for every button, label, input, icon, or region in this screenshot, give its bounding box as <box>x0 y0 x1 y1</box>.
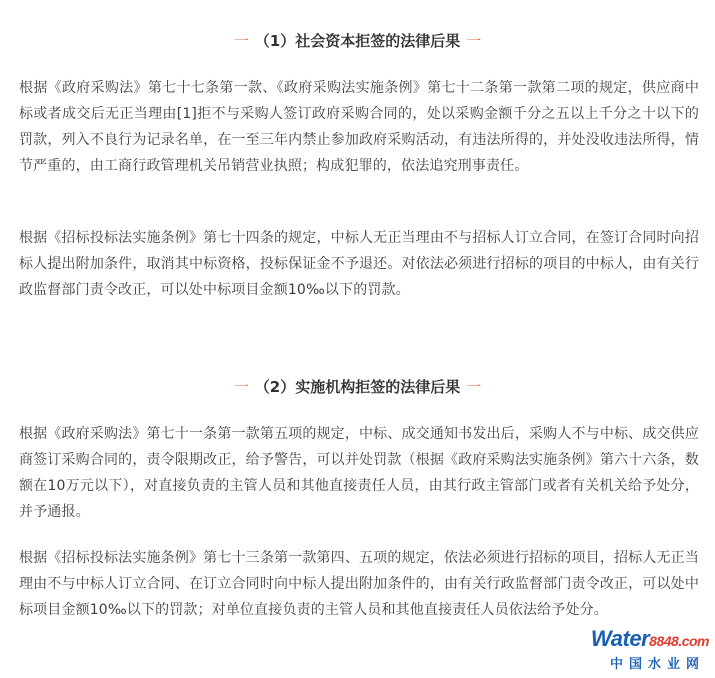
heading-dash-right: 一 <box>466 32 482 50</box>
watermark-wordmark: Water8848.com <box>590 626 709 651</box>
paragraph: 根据《政府采购法》第七十七条第一款、《政府采购法实施条例》第七十二条第一款第二项的规定，供应商中标或者成交后无正当理由[1]拒不与采购人签订政府采购合同的，处以采购金额千分之五以上千分之十以下的罚款，列入不良行为记录名单，在一至三年内禁止参加政府采购活动，有违法所得的，并处没收违法所得，情节严重的，由工商行政管理机关吊销营业执照；构成犯罪的，依法追究刑事责任。 <box>19 80 699 174</box>
section-heading-text: （1）社会资本拒签的法律后果 <box>254 32 461 50</box>
paragraph: 根据《招标投标法实施条例》第七十四条的规定，中标人无正当理由不与招标人订立合同，在签订合同时向招标人提出附加条件，取消其中标资格，投标保证金不予退还。对依法必须进行招标的项目的中标人，由有关行政监督部门责令改正，可以处中标项目金额10‰以下的罚款。 <box>19 230 699 298</box>
section-heading-text: （2）实施机构拒签的法律后果 <box>254 378 461 396</box>
paragraph: 根据《招标投标法实施条例》第七十三条第一款第四、五项的规定，依法必须进行招标的项目，招标人无正当理由不与中标人订立合同、在订立合同时向中标人提出附加条件的，由有关行政监督部门责令改正，可以处中标项目金额10‰以下的罚款；对单位直接负责的主管人员和其他直接责任人员依法给予处分。 <box>19 550 699 618</box>
heading-dash-right: 一 <box>466 378 482 396</box>
heading-dash-left: 一 <box>233 32 249 50</box>
watermark-subtitle: 中国水业网 <box>609 657 705 672</box>
section-heading-2 <box>0 376 715 398</box>
watermark-logo <box>589 626 709 672</box>
heading-dash-left: 一 <box>233 378 249 396</box>
paragraph: 根据《政府采购法》第七十一条第一款第五项的规定，中标、成交通知书发出后，采购人不与中标、成交供应商签订采购合同的，责令限期改正，给予警告，可以并处罚款（根据《政府采购法实施条例》第六十六条，数额在10万元以下），对直接负责的主管人员和其他直接责任人员，由其行政主管部门或者有关机关给予处分，并予通报。 <box>19 426 699 520</box>
section-heading-1 <box>0 30 715 52</box>
